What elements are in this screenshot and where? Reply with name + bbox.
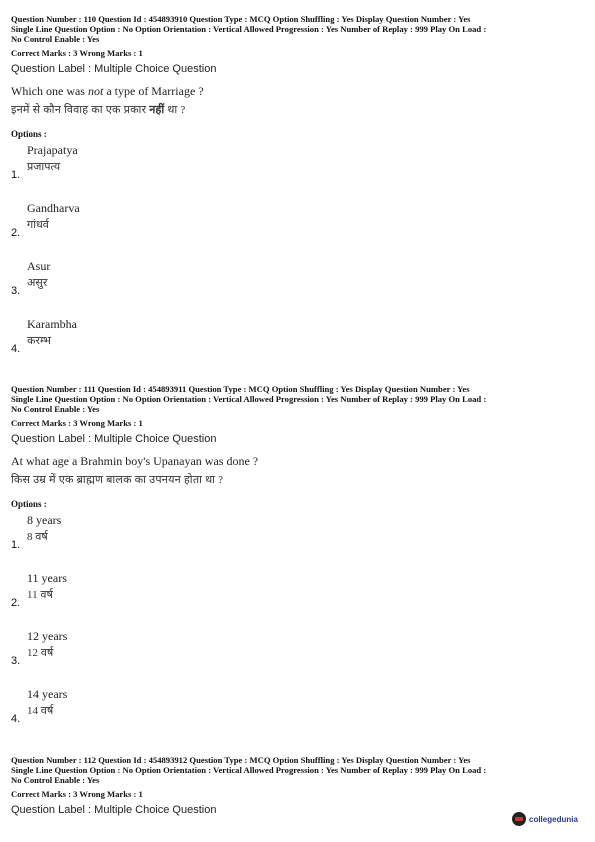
option-number: 3. [11,655,21,667]
option-text-en: 12 years [27,629,68,643]
question-label: Question Label : Multiple Choice Question [11,804,217,816]
option-text-en: Karambha [27,317,77,331]
option-4[interactable] [11,313,586,371]
question-meta: Question Number : 110 Question Id : 454893910 Question Type : MCQ Option Shuffling : Yes Display Question Number : Yes Single Line Question Option : No Option Orientation : Vertical Allowed Progression : Yes Number of Replay : 999 Play On Load : No Control Enable : Yes [11,14,487,44]
option-text-en: 14 years [27,687,68,701]
option-text-hi: करम्भ [27,335,51,347]
option-number: 2. [11,227,21,239]
option-3[interactable] [11,625,586,683]
collegedunia-logo-icon [512,812,526,826]
option-text-hi: प्रजापत्य [27,161,61,173]
question-text-hi: किस उम्र में एक ब्राह्मण बालक का उपनयन होता था ? [11,474,224,486]
question-110 [11,14,586,371]
question-marks: Correct Marks : 3 Wrong Marks : 1 [11,48,143,58]
option-number: 1. [11,539,21,551]
option-text-hi: 12 वर्ष [27,647,54,659]
question-meta: Question Number : 111 Question Id : 454893911 Question Type : MCQ Option Shuffling : Yes Display Question Number : Yes Single Line Question Option : No Option Orientation : Vertical Allowed Progression : Yes Number of Replay : 999 Play On Load : No Control Enable : Yes [11,384,487,414]
option-text-hi: गांधर्व [27,219,49,231]
option-text-hi: 11 वर्ष [27,589,53,601]
options-heading: Options : [11,499,47,509]
option-text-en: Asur [27,259,51,273]
option-4[interactable] [11,683,586,741]
option-text-hi: 8 वर्ष [27,531,48,543]
option-2[interactable] [11,567,586,625]
question-text-en: At what age a Brahmin boy's Upanayan was done ? [11,454,259,468]
logo-text: collegedunia [529,814,578,824]
option-1[interactable] [11,509,586,567]
option-number: 4. [11,713,21,725]
option-text-en: 11 years [27,571,67,585]
question-111 [11,384,586,741]
question-label: Question Label : Multiple Choice Question [11,63,217,75]
option-number: 4. [11,343,21,355]
option-number: 2. [11,597,21,609]
question-label: Question Label : Multiple Choice Question [11,433,217,445]
question-marks: Correct Marks : 3 Wrong Marks : 1 [11,789,143,799]
question-meta: Question Number : 112 Question Id : 454893912 Question Type : MCQ Option Shuffling : Yes Display Question Number : Yes Single Line Question Option : No Option Orientation : Vertical Allowed Progression : Yes Number of Replay : 999 Play On Load : No Control Enable : Yes [11,755,487,785]
question-112 [11,755,586,816]
option-text-hi: 14 वर्ष [27,705,54,717]
option-text-en: Gandharva [27,201,80,215]
options-heading: Options : [11,129,47,139]
question-marks: Correct Marks : 3 Wrong Marks : 1 [11,418,143,428]
option-1[interactable] [11,139,586,197]
question-text-hi: इनमें से कौन विवाह का एक प्रकार नहीं था ? [11,104,186,116]
option-2[interactable] [11,197,586,255]
option-number: 3. [11,285,21,297]
collegedunia-logo [512,812,578,826]
option-3[interactable] [11,255,586,313]
question-text-en: Which one was not a type of Marriage ? [11,84,204,98]
option-text-hi: असुर [27,277,48,289]
option-number: 1. [11,169,21,181]
option-text-en: 8 years [27,513,62,527]
option-text-en: Prajapatya [27,143,78,157]
